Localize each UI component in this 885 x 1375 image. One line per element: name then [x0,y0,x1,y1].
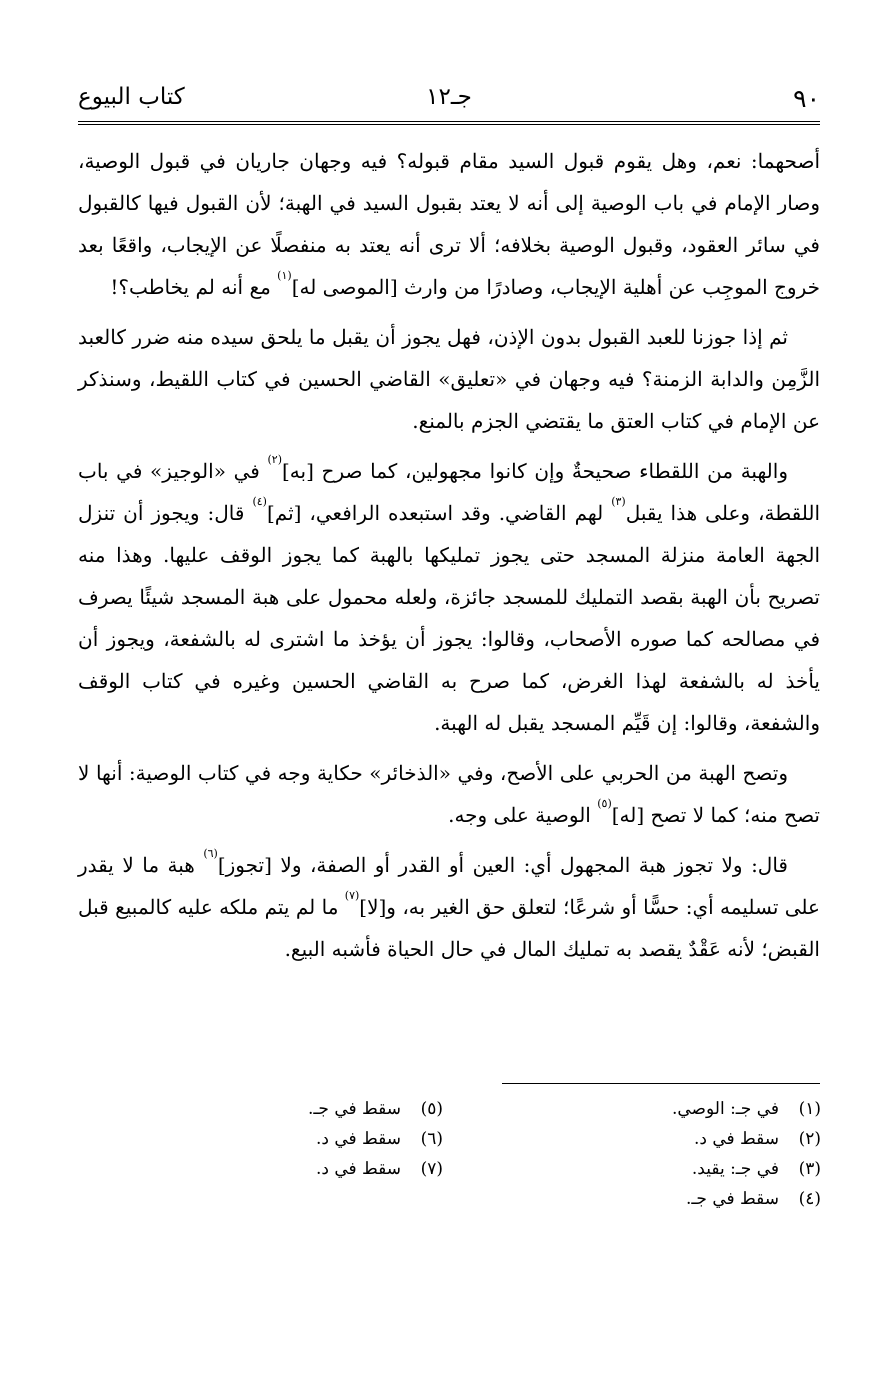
page-header [78,84,820,118]
footnote-item [183,1154,443,1184]
footnote-rule [502,1083,820,1084]
footnote-number: (٣) [798,1159,821,1179]
text-segment: أصحهما: نعم، وهل يقوم قبول السيد مقام قبوله؟ فيه وجهان جاريان في قبول الوصية، وصار الإمام في باب الوصية إلى أنه لا يعتد بقبول السيد في الهبة؛ لأن القبول فيها كالقبول في سائر العقود، وقبول الوصية بخلافه؛ ألا ترى أنه يعتد به منفصلًا عن الإيجاب، واقعًا بعد خروج الموجِب عن أهلية الإيجاب، وصادرًا من وارث [الموصى له] [78,149,820,299]
footnote-number: (١) [798,1099,821,1119]
text-segment: ثم إذا جوزنا للعبد القبول بدون الإذن، فهل يجوز أن يقبل ما يلحق سيده منه ضرر كالعبد الزَّمِن والدابة الزمنة؟ فيه وجهان في «تعليق» القاضي الحسين في كتاب اللقيط، وسنذكر عن الإمام في كتاب العتق ما يقتضي الجزم بالمنع. [78,325,820,433]
book-title: كتاب البيوع [78,84,185,110]
text-segment: الوصية على وجه. [448,803,598,827]
footnote-item [561,1154,821,1184]
volume-label: جـ١٢ [426,84,472,110]
footnote-marker: (٥) [597,797,612,810]
paragraph [78,140,820,308]
text-segment: مع أنه لم يخاطب؟! [110,275,278,299]
footnote-marker: (٦) [203,847,218,860]
main-text [78,140,820,978]
text-segment: في «الوجيز» في باب اللقطة، وعلى هذا يقبل [78,459,820,525]
footnote-number: (٧) [420,1159,443,1179]
paragraph [78,752,820,836]
footnote-item [183,1124,443,1154]
footnote-marker: (١) [277,269,292,282]
footnote-item [561,1184,821,1214]
footnote-item [561,1124,821,1154]
footnotes-column-right [561,1094,821,1214]
paragraph [78,844,820,970]
footnote-item [561,1094,821,1124]
footnote-number: (٦) [420,1129,443,1149]
footnote-text: سقط في د. [315,1159,401,1179]
paragraph [78,450,820,744]
footnote-marker: (٢) [267,453,282,466]
footnote-text: في جـ: الوصي. [671,1099,779,1119]
paragraph [78,316,820,442]
page-number: ٩٠ [793,84,820,113]
text-segment: هبة ما لا يقدر على تسليمه أي: حسًّا أو شرعًا؛ لتعلق حق الغير به، و[لا] [78,853,820,919]
text-segment: وتصح الهبة من الحربي على الأصح، وفي «الذخائر» حكاية وجه في كتاب الوصية: أنها لا تصح منه؛ كما لا تصح [له] [78,761,820,827]
footnote-text: سقط في جـ. [686,1189,779,1209]
header-rule [78,121,820,125]
footnote-text: سقط في د. [315,1129,401,1149]
footnote-text: سقط في د. [693,1129,779,1149]
footnote-item [183,1094,443,1124]
footnote-number: (٥) [420,1099,443,1119]
text-segment: ما لم يتم ملكه عليه كالمبيع قبل القبض؛ لأنه عَقْدٌ يقصد به تمليك المال في حال الحياة فأشبه البيع. [78,895,820,961]
footnote-number: (٢) [798,1129,821,1149]
footnote-number: (٤) [798,1189,821,1209]
text-segment: والهبة من اللقطاء صحيحةٌ وإن كانوا مجهولين، كما صرح [به] [282,459,788,483]
footnotes-column-left [183,1094,443,1184]
text-segment: قال: ويجوز أن تنزل الجهة العامة منزلة المسجد حتى يجوز تمليكها بالهبة كما يجوز الوقف عليها. وهذا منه تصريح بأن الهبة بقصد التمليك للمسجد جائزة، ولعله محمول على هبة المسجد شيئًا يصرف في مصالحه كما صوره الأصحاب، وقالوا: يجوز أن يؤخذ ما اشترى له بالشفعة، ويجوز أن يأخذ له بالشفعة لهذا الغرض، كما صرح به القاضي الحسين وغيره في كتاب الوقف والشفعة، وقالوا: إن قَيِّم المسجد يقبل له الهبة. [78,501,820,735]
footnote-text: سقط في جـ. [308,1099,401,1119]
footnote-text: في جـ: يقيد. [691,1159,779,1179]
text-segment: لهم القاضي. وقد استبعده الرافعي، [ثم] [266,501,612,525]
footnote-marker: (٧) [344,889,360,902]
footnote-marker: (٤) [252,495,267,508]
footnote-marker: (٣) [611,495,626,508]
text-segment: قال: ولا تجوز هبة المجهول أي: العين أو القدر أو الصفة، ولا [تجوز] [217,853,788,877]
